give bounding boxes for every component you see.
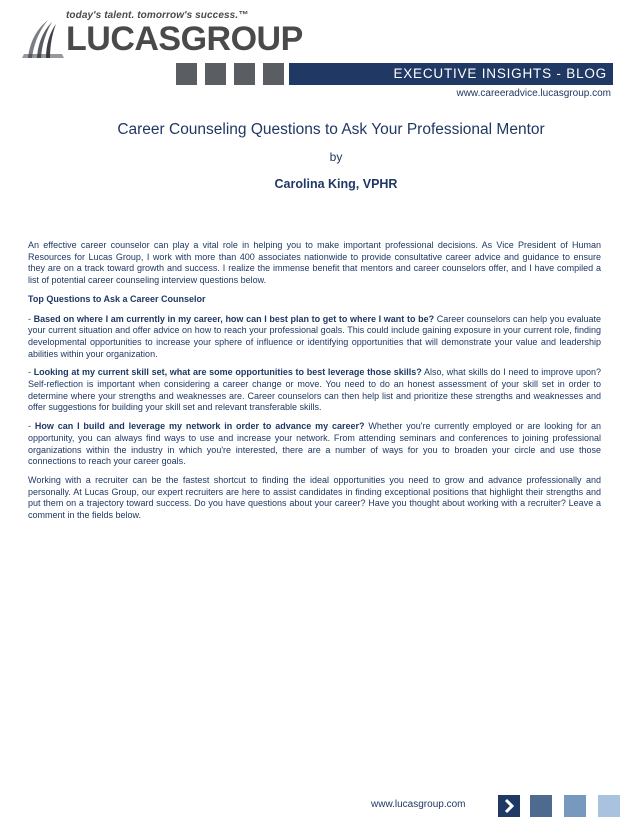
tagline: today's talent. tomorrow's success.™ — [66, 10, 249, 21]
dash: - — [28, 313, 34, 324]
question-text: Looking at my current skill set, what are some opportunities to best leverage those skills? — [33, 367, 422, 378]
footer-url-link[interactable]: www.lucasgroup.com — [371, 799, 466, 810]
header-square — [176, 63, 197, 85]
header-square — [234, 63, 255, 85]
question-text: How can I build and leverage my network in order to advance my career? — [34, 421, 365, 432]
footer-box — [564, 795, 586, 817]
header-square — [263, 63, 284, 85]
logo-text: LUCASGROUP — [66, 20, 303, 58]
intro-paragraph: An effective career counselor can play a vital role in helping you to make important professional decisions. As Vice President of Human Resources for Lucas Group, I work with more than 400 associates nationwide to provide consultative career advice and guidance to ensure they are on a track toward growth and success. I realize the immense benefit that mentors and career counselors offer, and I have compiled a list of potential career counseling interview questions below. — [28, 240, 601, 286]
dash: - — [28, 367, 34, 378]
author-name: Carolina King, VPHR — [274, 177, 398, 191]
answer-text: Career counselors can help you evaluate your current situation and offer advice on how to reach your professional goals. This could include gaining exposure in your current role, finding developmental opportunities to increase your sphere of influence or identifying opportunities that will demonstrate your value and leadership abilities within your organization. — [28, 313, 601, 359]
question-paragraph — [28, 421, 601, 468]
header-square — [205, 63, 226, 85]
footer-box — [598, 795, 620, 817]
article-title: Career Counseling Questions to Ask Your Professional Mentor — [117, 121, 545, 138]
dash: - — [28, 421, 35, 432]
closing-paragraph: Working with a recruiter can be the fastest shortcut to finding the ideal opportunities you need to grow and advance professionally and personally. At Lucas Group, our expert recruiters are here to assist candidates in finding exceptional positions that highlight their strengths and put them on a trajectory toward success. Do you have questions about your career? Have you thought about working with a recruiter? Leave a comment in the fields below. — [28, 474, 601, 521]
chevron-right-icon — [498, 795, 520, 817]
answer-text: Also, what skills do I need to improve upon? Self-reflection is important when considering a career change or move. You need to do an honest assessment of your skill set in order to determine where your strengths and weaknesses are. Career counselors can then help list and prioritize these strengths and weaknesses and offer suggestions for building your skill set and relevant transferable skills. — [28, 367, 602, 413]
question-text: Based on where I am currently in my career, how can I best plan to get to where I want to be? — [33, 313, 435, 324]
question-paragraph — [28, 314, 601, 361]
section-heading: Top Questions to Ask a Career Counselor — [28, 293, 206, 304]
banner-title: EXECUTIVE INSIGHTS - BLOG — [393, 66, 607, 81]
logo-mark-icon — [18, 14, 68, 64]
next-page-button[interactable] — [498, 795, 520, 817]
blog-url-link[interactable]: www.careeradvice.lucasgroup.com — [456, 88, 611, 99]
question-paragraph — [28, 367, 601, 414]
footer-box — [530, 795, 552, 817]
article-body — [28, 240, 601, 529]
article-title-wrap — [0, 121, 638, 139]
byline-by: by — [329, 150, 343, 164]
answer-text: Whether you're currently employed or are looking for an opportunity, you can always find ways to use and increase your network. From attending seminars and conferences to joining professional organizations within the industry in which you're interested, there are a number of ways for you to broaden your circle and use those connections to reach your career goals. — [28, 421, 602, 467]
